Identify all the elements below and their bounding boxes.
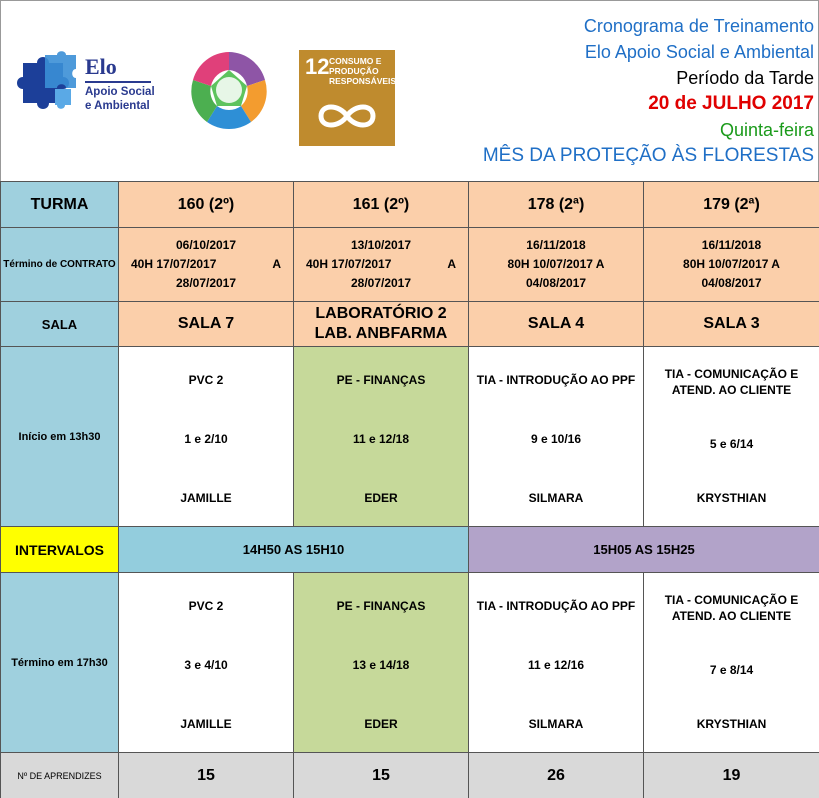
label-intervalos: INTERVALOS: [1, 527, 119, 573]
lesson-count: 5 e 6/14: [709, 436, 754, 451]
sala-cell: SALA 4: [469, 302, 644, 347]
elo-text: [85, 55, 165, 113]
slot-cell: [469, 573, 644, 753]
teacher: JAMILLE: [180, 490, 232, 505]
contract-start: 16/11/2018: [701, 238, 762, 252]
contract-end: 04/08/2017: [701, 276, 762, 290]
turma-cell: 179 (2ª): [644, 182, 819, 228]
period: Período da Tarde: [676, 68, 814, 88]
label-inicio: Início em 13h30: [1, 347, 119, 527]
contract-start: 16/11/2018: [526, 238, 586, 252]
row-aprendizes: [1, 753, 819, 798]
month-theme: MÊS DA PROTEÇÃO ÀS FLORESTAS: [482, 145, 814, 166]
contract-hours: 80H 10/07/2017 A: [507, 257, 605, 271]
lesson-count: 11 e 12/18: [352, 431, 410, 446]
slot-cell: [294, 347, 469, 527]
puzzle-icon: [15, 49, 81, 115]
sala-line-1: LABORATÓRIO 2: [315, 305, 447, 322]
contract-a: A: [447, 257, 456, 271]
header: [0, 0, 819, 181]
label-aprendizes: Nº DE APRENDIZES: [1, 753, 119, 798]
weekday: Quinta-feira: [719, 120, 814, 140]
lesson-count: 3 e 4/10: [184, 657, 228, 672]
ods-number: 12: [305, 54, 330, 79]
contract-cell: [469, 228, 644, 302]
row-contrato: [1, 228, 819, 302]
sala-cell: SALA 3: [644, 302, 819, 347]
slot-cell: [294, 573, 469, 753]
lesson-count: 7 e 8/14: [709, 662, 754, 677]
lesson-count: 13 e 14/18: [352, 657, 410, 672]
contract-end: 04/08/2017: [525, 276, 587, 290]
lesson-count: 1 e 2/10: [184, 431, 228, 446]
subject: PE - FINANÇAS: [336, 598, 426, 613]
elo-logo: [15, 49, 155, 115]
teacher: EDER: [364, 716, 398, 731]
label-contrato: Término de CONTRATO: [1, 228, 119, 302]
interval-group-2: 15H05 AS 15H25: [469, 527, 819, 573]
subject: PVC 2: [188, 598, 224, 613]
elo-sub-1: Apoio Social: [85, 86, 155, 98]
row-turma: [1, 182, 819, 228]
subject: TIA - COMUNICAÇÃO E ATEND. AO CLIENTE: [664, 366, 799, 397]
subject: PVC 2: [188, 372, 224, 387]
slot-cell: [119, 573, 294, 753]
ods-12-logo: [299, 50, 395, 146]
subject: PE - FINANÇAS: [336, 372, 426, 387]
lesson-count: 11 e 12/16: [527, 657, 585, 672]
label-termino: Término em 17h30: [1, 573, 119, 753]
row-sala: [1, 302, 819, 347]
title-block: [394, 13, 814, 169]
turma-cell: 160 (2º): [119, 182, 294, 228]
slot-cell: [644, 347, 819, 527]
aprendizes-count: 26: [469, 753, 644, 798]
contract-a: A: [272, 257, 281, 271]
contract-cell: [644, 228, 819, 302]
teacher: KRYSTHIAN: [696, 490, 767, 505]
contract-start: 13/10/2017: [350, 238, 412, 252]
turma-cell: 161 (2º): [294, 182, 469, 228]
title-line-2: Elo Apoio Social e Ambiental: [584, 42, 814, 62]
contract-cell: [294, 228, 469, 302]
sala-line-2: LAB. ANBFARMA: [314, 325, 448, 342]
teacher: SILMARA: [528, 490, 584, 505]
ods-text: CONSUMO E PRODUÇÃO RESPONSÁVEIS: [329, 56, 397, 86]
subject: TIA - INTRODUÇÃO AO PPF: [476, 372, 636, 387]
sustainable-development-icon: [189, 50, 269, 130]
contract-end: 28/07/2017: [175, 276, 237, 290]
aprendizes-count: 19: [644, 753, 819, 798]
elo-name: Elo: [85, 54, 117, 79]
slot-cell: [644, 573, 819, 753]
contract-hours: 80H 10/07/2017 A: [683, 257, 780, 271]
teacher: EDER: [364, 490, 398, 505]
contract-start: 06/10/2017: [175, 238, 237, 252]
contract-end: 28/07/2017: [350, 276, 412, 290]
schedule-table: [0, 181, 819, 798]
teacher: KRYSTHIAN: [696, 716, 767, 731]
title-line-1: Cronograma de Treinamento: [583, 16, 814, 36]
subject: TIA - INTRODUÇÃO AO PPF: [476, 598, 636, 613]
slot-cell: [469, 347, 644, 527]
slot-cell: [119, 347, 294, 527]
interval-group-1: 14H50 AS 15H10: [119, 527, 469, 573]
contract-hours: 40H 17/07/2017: [131, 257, 217, 271]
turma-cell: 178 (2ª): [469, 182, 644, 228]
row-inicio: [1, 347, 819, 527]
sala-cell: SALA 7: [119, 302, 294, 347]
label-turma: TURMA: [1, 182, 119, 228]
sala-cell: [294, 302, 469, 347]
row-intervalos: [1, 527, 819, 573]
teacher: JAMILLE: [180, 716, 232, 731]
elo-sub-2: e Ambiental: [85, 100, 150, 112]
teacher: SILMARA: [528, 716, 584, 731]
contract-hours: 40H 17/07/2017: [306, 257, 392, 271]
elo-divider: [85, 81, 151, 83]
contract-cell: [119, 228, 294, 302]
label-sala: SALA: [1, 302, 119, 347]
lesson-count: 9 e 10/16: [530, 431, 582, 446]
aprendizes-count: 15: [119, 753, 294, 798]
row-termino: [1, 573, 819, 753]
subject: TIA - COMUNICAÇÃO E ATEND. AO CLIENTE: [664, 592, 799, 623]
date: 20 de JULHO 2017: [648, 93, 814, 114]
aprendizes-count: 15: [294, 753, 469, 798]
infinity-icon: [313, 100, 381, 132]
